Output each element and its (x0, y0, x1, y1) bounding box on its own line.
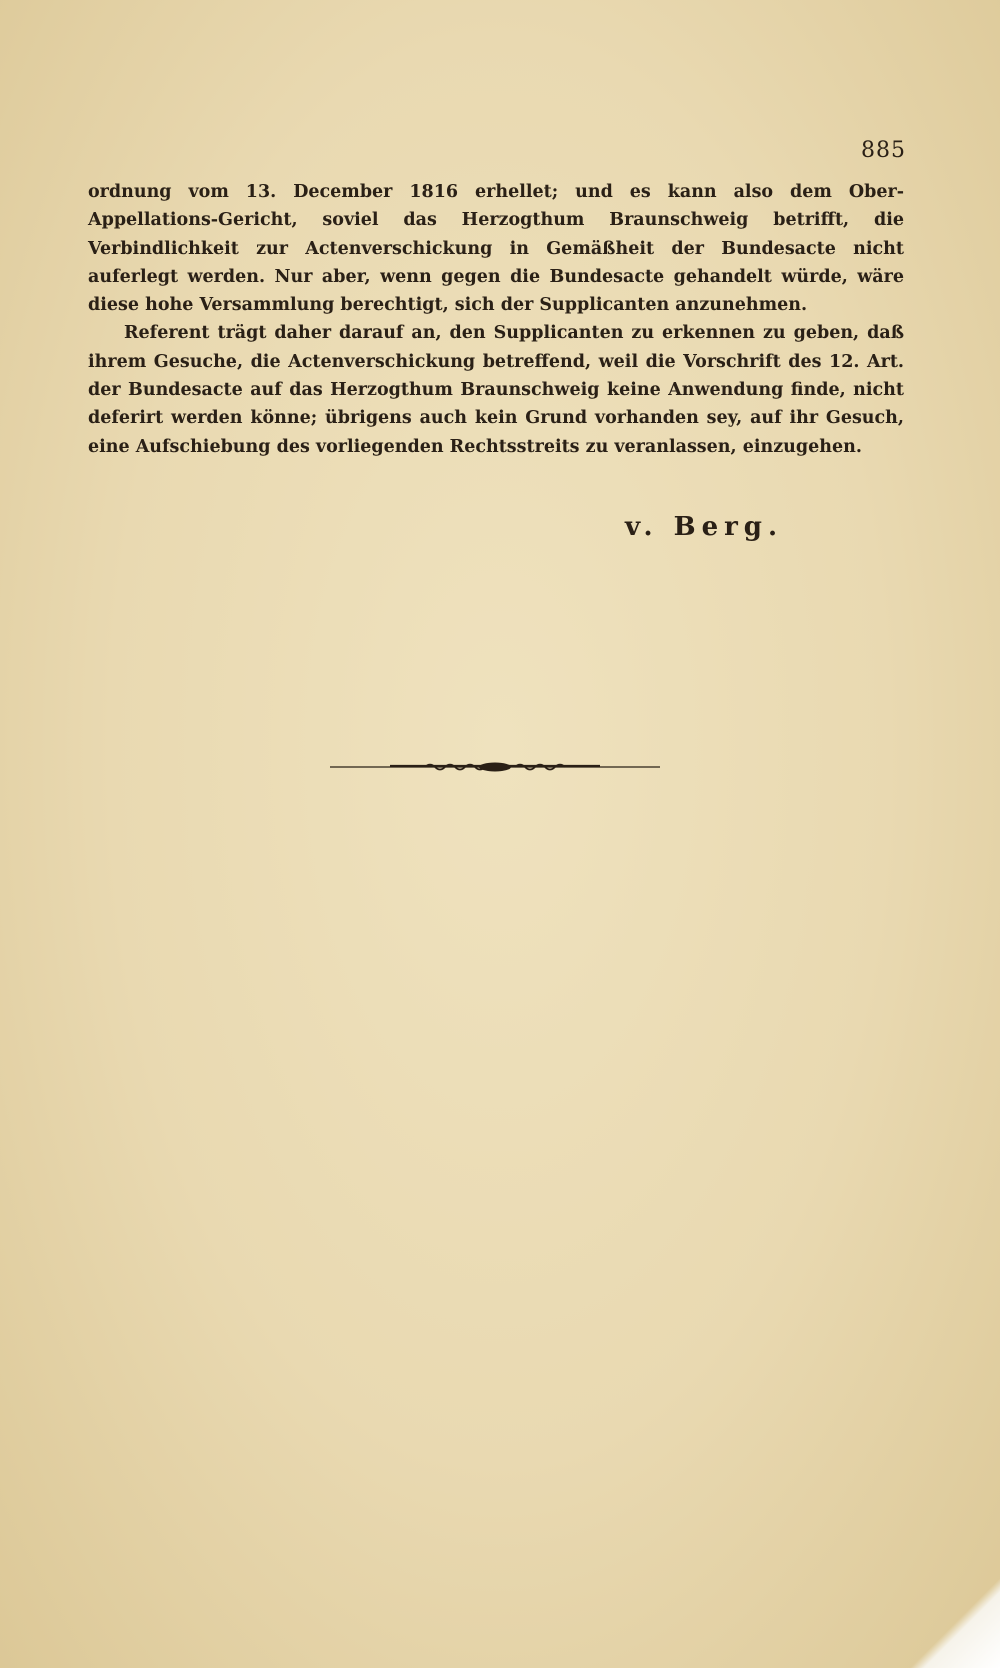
paragraph-2: Referent trägt daher darauf an, den Supplicanten zu erkennen zu geben, daß ihrem Gesuche, die Actenverschickung betreffend, weil die Vorschrift des 12. Art. der Bundesacte auf das Herzogthum Braunschweig keine Anwendung finde, nicht deferirt werden könne; übrigens auch kein Grund vorhanden sey, auf ihr Gesuch, eine Aufschiebung des vorliegenden Rechtsstreits zu veranlassen, einzugehen. (88, 323, 904, 457)
signature: v. Berg. (625, 512, 784, 542)
page-number: 885 (861, 138, 906, 163)
page-corner-fold (890, 1578, 1000, 1668)
body-text (88, 178, 904, 461)
ornamental-rule (330, 760, 660, 774)
paragraph-1: ordnung vom 13. December 1816 erhellet; und es kann also dem Ober-Appellations-Gericht, soviel das Herzogthum Braunschweig betrifft, die Verbindlichkeit zur Actenverschickung in Gemäßheit der Bundesacte nicht auferlegt werden. Nur aber, wenn gegen die Bundesacte gehandelt würde, wäre diese hohe Versammlung berechtigt, sich der Supplicanten anzunehmen. (88, 182, 904, 316)
